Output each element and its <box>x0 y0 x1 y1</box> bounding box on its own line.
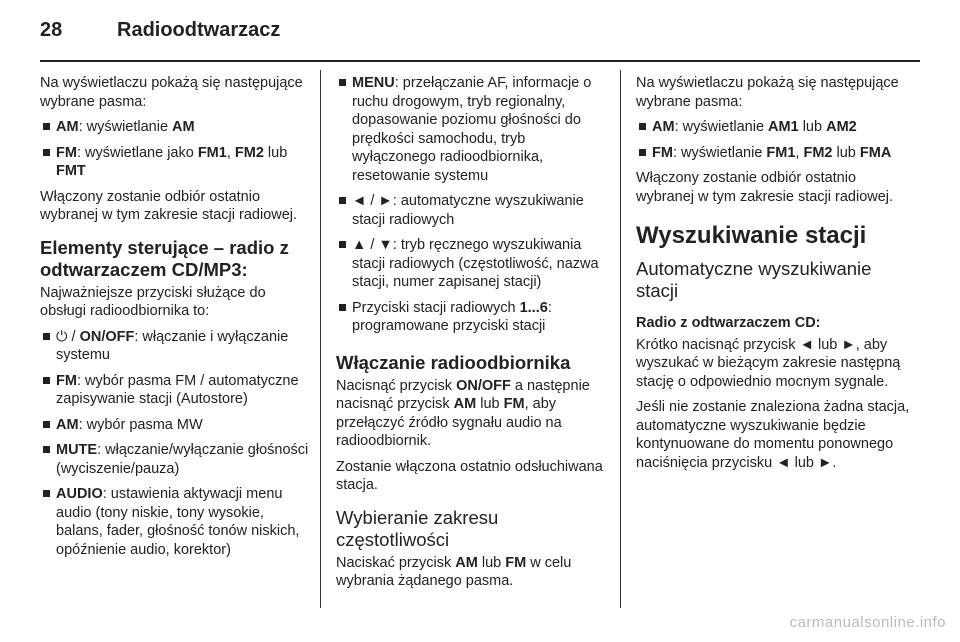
column-divider-1 <box>320 70 321 608</box>
watermark: carmanualsonline.info <box>789 614 946 631</box>
col1-intro: Na wyświetlaczu pokażą się następujące wybrane pasma: <box>40 75 303 110</box>
header-rule <box>40 60 920 62</box>
subheading-cd-radio: Radio z odtwarzaczem CD: <box>636 315 821 331</box>
left-arrow-icon: ◄ <box>799 336 814 353</box>
power-icon: ⏻ <box>56 328 68 345</box>
list-item-manual-search: ▲ / ▼: tryb ręcznego wyszukiwania stacji radiowych (częstotliwość, nazwa stacji, numer zapisanej stacji) <box>336 236 608 292</box>
col1-intro-controls: Najważniejsze przyciski służące do obsługi radioodbiornika to: <box>40 284 266 319</box>
auto-search-paragraph: Krótko nacisnąć przycisk ◄ lub ►, aby wyszukać w bieżącym zakresie następną stację o odpowiednio mocnym sygnale. <box>636 336 901 390</box>
col3-paragraph: Włączony zostanie odbiór ostatnio wybranej w tym zakresie stacji radiowej. <box>636 170 894 205</box>
left-right-arrows-icon: ◄ / ► <box>352 193 393 209</box>
up-down-arrows-icon: ▲ / ▼ <box>352 237 393 253</box>
right-arrow-icon: ► <box>841 336 856 353</box>
page-number: 28 <box>40 19 63 41</box>
list-item-presets: Przyciski stacji radiowych 1...6: programowane przyciski stacji <box>336 299 608 336</box>
list-item-fm-display: FM: wyświetlanie FM1, FM2 lub FMA <box>636 144 918 163</box>
list-item-power: ⏻ / ON/OFF: włączanie i wyłączanie systemu <box>40 328 312 365</box>
auto-search-paragraph-2: Jeśli nie zostanie znaleziona żadna stacja, automatyczne wyszukiwanie będzie kontynuowane do momentu ponownego naciśnięcia przycisku ◄ lub ►. <box>636 399 910 471</box>
list-item-am-button: AM: wybór pasma MW <box>40 416 312 435</box>
list-item-auto-search: ◄ / ►: automatyczne wyszukiwanie stacji radiowych <box>336 192 608 229</box>
list-item-menu: MENU: przełączanie AF, informacje o ruchu drogowym, tryb regionalny, dopasowanie poziomu głośności do prędkości samochodu, tryb wyłączonego radioodbiornika, resetowanie systemu <box>336 74 608 185</box>
column-2 <box>336 74 608 598</box>
section-heading-station-search: Wyszukiwanie stacji <box>636 222 867 249</box>
col3-intro: Na wyświetlaczu pokażą się następujące wybrane pasma: <box>636 75 899 110</box>
col1-paragraph: Włączony zostanie odbiór ostatnio wybranej w tym zakresie stacji radiowej. <box>40 188 298 223</box>
section-heading-controls: Elementy sterujące – radio z odtwarzaczem CD/MP3: <box>40 236 289 280</box>
right-arrow-icon: ► <box>818 454 833 471</box>
section-heading-band: Wybieranie zakresu częstotliwości <box>336 506 499 550</box>
column-1 <box>40 74 312 566</box>
subheading-auto-search: Automatyczne wyszukiwanie stacji <box>636 258 872 301</box>
list-item-audio: AUDIO: ustawienia aktywacji menu audio (tony niskie, tony wysokie, balans, fader, głośność tonów niskich, opóźnienie audio, korektor) <box>40 485 312 559</box>
band-paragraph: Naciskać przycisk AM lub FM w celu wybrania żądanego pasma. <box>336 554 572 589</box>
list-item-fm: FM: wyświetlane jako FM1, FM2 lub FMT <box>40 144 312 181</box>
column-divider-2 <box>620 70 621 608</box>
power-on-paragraph-2: Zostanie włączona ostatnio odsłuchiwana stacja. <box>336 458 603 493</box>
list-item-mute: MUTE: włączanie/wyłączanie głośności (wyciszenie/pauza) <box>40 441 312 478</box>
column-3 <box>636 74 918 479</box>
left-arrow-icon: ◄ <box>776 454 791 471</box>
page-title: Radioodtwarzacz <box>117 19 281 41</box>
list-item-fm-button: FM: wybór pasma FM / automatyczne zapisywanie stacji (Autostore) <box>40 372 312 409</box>
section-heading-power-on: Włączanie radioodbiornika <box>336 351 571 373</box>
page-header <box>40 14 920 50</box>
list-item-am: AM: wyświetlanie AM <box>40 118 312 137</box>
power-on-paragraph: Nacisnąć przycisk ON/OFF a następnie nacisnąć przycisk AM lub FM, aby przełączyć źródło sygnału audio na radioodbiornik. <box>336 377 590 449</box>
list-item-am-display: AM: wyświetlanie AM1 lub AM2 <box>636 118 918 137</box>
